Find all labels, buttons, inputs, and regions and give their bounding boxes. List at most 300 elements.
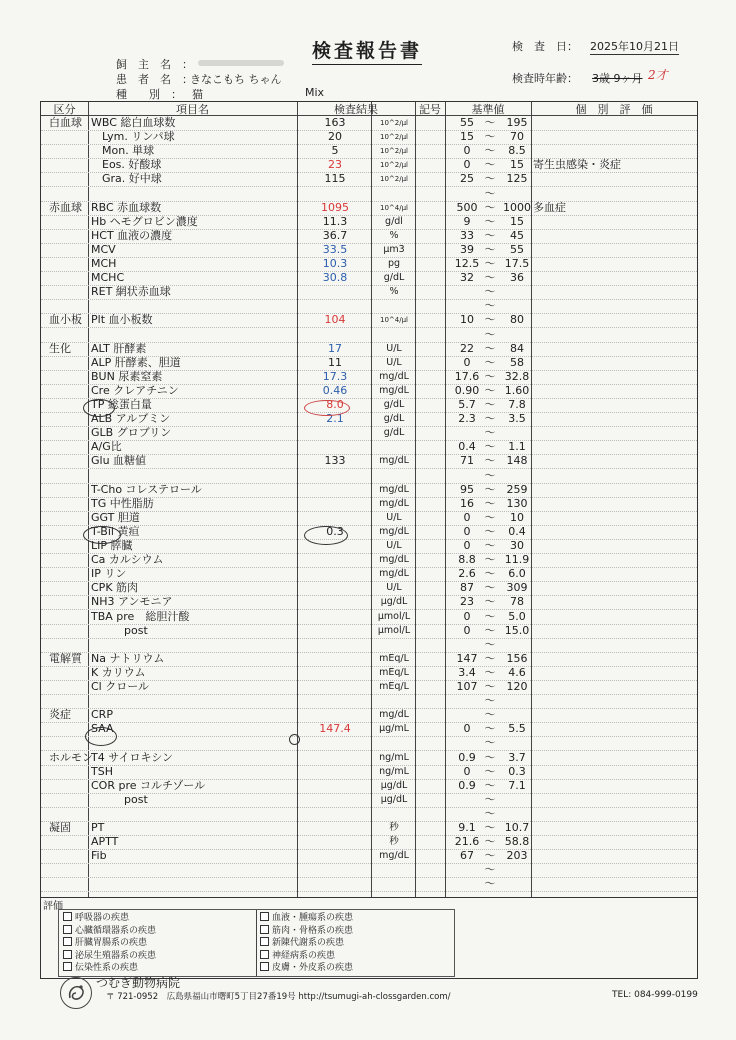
range-tilde: ～ — [484, 524, 496, 538]
range-tilde: ～ — [484, 468, 496, 482]
reference-high-cell: 0.3 — [508, 764, 526, 778]
table-row — [41, 313, 697, 328]
unit-cell: U/L — [386, 342, 402, 354]
unit-cell: μg/dL — [380, 596, 408, 608]
reference-low-cell: 0 — [463, 623, 471, 637]
reference-low-cell: 2.6 — [458, 567, 476, 581]
range-tilde: ～ — [484, 313, 496, 327]
range-tilde: ～ — [484, 285, 496, 299]
item-name-cell: MCH — [91, 257, 117, 270]
result-cell: 11 — [328, 355, 342, 369]
table-row — [41, 835, 697, 850]
range-tilde: ～ — [484, 609, 496, 623]
reference-high-cell: 84 — [510, 341, 524, 355]
range-tilde: ～ — [484, 426, 496, 440]
table-row — [41, 285, 697, 300]
checkbox[interactable] — [260, 950, 269, 959]
unit-cell: 10^2/μl — [380, 133, 408, 142]
range-tilde: ～ — [484, 778, 496, 792]
range-tilde: ～ — [484, 792, 496, 806]
range-tilde: ～ — [484, 369, 496, 383]
table-row — [41, 567, 697, 582]
table-row — [41, 257, 697, 272]
checkbox[interactable] — [63, 912, 72, 921]
item-name-cell: PT — [91, 821, 105, 834]
checkbox[interactable] — [260, 962, 269, 971]
result-cell: 163 — [324, 116, 346, 129]
checkbox[interactable] — [63, 925, 72, 934]
reference-high-cell: 120 — [506, 680, 528, 693]
range-tilde: ～ — [484, 708, 496, 722]
item-name-cell: RET 網状赤血球 — [91, 285, 171, 299]
reference-low-cell: 17.6 — [454, 369, 480, 383]
table-row — [41, 187, 697, 202]
reference-high-cell: 58.8 — [504, 835, 530, 849]
unit-cell: 10^2/μl — [380, 147, 408, 156]
reference-high-cell: 45 — [510, 228, 524, 242]
reference-low-cell: 9.1 — [458, 821, 476, 834]
reference-low-cell: 71 — [460, 454, 474, 468]
table-row — [41, 779, 697, 794]
reference-low-cell: 25 — [460, 172, 474, 186]
range-tilde: ～ — [484, 567, 496, 581]
range-tilde: ～ — [484, 299, 496, 313]
range-tilde: ～ — [484, 496, 496, 510]
header-item: 項目名 — [176, 103, 209, 116]
unit-cell: mEq/L — [379, 666, 409, 678]
result-cell: 17 — [328, 341, 342, 355]
patient-label: 患 者 名 ： — [116, 73, 193, 86]
checklist-label: 神経病系の疾患 — [272, 950, 336, 961]
reference-low-cell: 0 — [463, 539, 471, 552]
item-name-cell: ALT 肝酵素 — [91, 341, 147, 355]
checklist-label: 血液・腫瘍系の疾患 — [272, 913, 354, 923]
result-cell: 5 — [331, 144, 339, 158]
checklist-item[interactable] — [260, 937, 344, 949]
checklist-label: 泌尿生殖器系の疾患 — [75, 950, 157, 961]
unit-cell: g/dL — [383, 272, 405, 284]
range-tilde: ～ — [484, 680, 496, 693]
unit-cell: 10^2/μl — [380, 161, 408, 170]
checklist-label: 皮膚・外皮系の疾患 — [272, 963, 354, 973]
unit-cell: % — [389, 229, 399, 241]
checkbox[interactable] — [260, 937, 269, 946]
reference-low-cell: 55 — [460, 116, 474, 129]
table-row — [41, 412, 697, 427]
reference-low-cell: 0 — [463, 609, 471, 623]
checklist-item[interactable] — [63, 962, 138, 974]
range-tilde: ～ — [484, 736, 496, 750]
table-row — [41, 849, 697, 864]
table-row — [41, 172, 697, 187]
item-name-cell: ALP 肝酵素、胆道 — [91, 355, 181, 369]
reference-high-cell: 15 — [510, 158, 524, 172]
unit-cell: μmol/L — [377, 610, 411, 622]
reference-high-cell: 195 — [506, 116, 528, 129]
checkbox[interactable] — [63, 937, 72, 946]
item-name-cell: K カリウム — [91, 665, 146, 679]
table-row — [41, 863, 697, 878]
results-table — [40, 101, 698, 898]
checklist-label: 伝染性系の疾患 — [75, 963, 139, 973]
unit-cell: g/dL — [383, 413, 405, 425]
item-name-cell: WBC 総白血球数 — [91, 116, 176, 129]
range-tilde: ～ — [484, 877, 496, 891]
table-row — [41, 130, 697, 145]
item-name-cell: LIP 膵臓 — [91, 539, 133, 552]
result-cell: 23 — [328, 158, 342, 172]
category-cell: 白血球 — [49, 116, 82, 129]
unit-cell: μm3 — [383, 243, 405, 255]
item-name-cell: post — [91, 623, 148, 637]
item-name-cell: MCV — [91, 242, 116, 256]
breed: Mix — [305, 86, 325, 99]
item-name-cell: Eos. 好酸球 — [91, 158, 162, 172]
range-tilde: ～ — [484, 651, 496, 665]
unit-cell: mg/dL — [379, 568, 409, 580]
reference-high-cell: 5.0 — [508, 609, 526, 623]
range-tilde: ～ — [484, 482, 496, 496]
range-tilde: ～ — [484, 130, 496, 144]
table-row — [41, 736, 697, 751]
range-tilde: ～ — [484, 454, 496, 468]
range-tilde: ～ — [484, 849, 496, 863]
reference-low-cell: 0 — [463, 158, 471, 172]
unit-cell: μg/dL — [380, 793, 408, 805]
reference-low-cell: 0 — [463, 524, 471, 538]
range-tilde: ～ — [484, 158, 496, 172]
range-tilde: ～ — [484, 271, 496, 285]
result-cell: 17.3 — [322, 369, 348, 383]
reference-high-cell: 17.5 — [504, 257, 530, 270]
item-name-cell: GGT 胆道 — [91, 510, 140, 524]
item-name-cell: Mon. 単球 — [91, 144, 155, 158]
item-name-cell: APTT — [91, 835, 119, 849]
result-cell: 115 — [324, 172, 346, 186]
logo-mark-icon — [61, 978, 91, 1008]
table-row — [41, 469, 697, 484]
reference-low-cell: 0 — [463, 722, 471, 736]
table-row — [41, 652, 697, 667]
reference-low-cell: 32 — [460, 271, 474, 285]
result-cell: 0.3 — [326, 524, 344, 538]
item-name-cell: Fib — [91, 849, 107, 863]
reference-high-cell: 1.1 — [508, 440, 526, 454]
range-tilde: ～ — [484, 172, 496, 186]
reference-high-cell: 55 — [510, 242, 524, 256]
range-tilde: ～ — [484, 750, 496, 764]
reference-low-cell: 67 — [460, 849, 474, 863]
table-row — [41, 666, 697, 681]
evaluation-note-cell: 寄生虫感染・炎症 — [533, 158, 621, 172]
tp-result-circle-mark — [304, 400, 350, 416]
reference-high-cell: 148 — [506, 454, 528, 468]
reference-high-cell: 0.4 — [508, 524, 526, 538]
range-tilde: ～ — [484, 581, 496, 595]
reference-high-cell: 6.0 — [508, 567, 526, 581]
item-name-cell: Cre クレアチニン — [91, 383, 179, 397]
result-cell: 1095 — [321, 200, 349, 214]
range-tilde: ～ — [484, 186, 496, 200]
table-row — [41, 370, 697, 385]
range-tilde: ～ — [484, 355, 496, 369]
hospital-name: つむぎ動物病院 — [96, 976, 181, 990]
reference-low-cell: 0 — [463, 764, 471, 778]
table-row — [41, 116, 697, 131]
table-row — [41, 398, 697, 413]
item-name-cell: HCT 血液の濃度 — [91, 228, 173, 242]
unit-cell: mg/dL — [379, 709, 409, 721]
disease-checklist — [58, 909, 455, 977]
reference-high-cell: 309 — [506, 581, 528, 595]
reference-low-cell: 3.4 — [458, 665, 476, 679]
unit-cell: 秒 — [389, 822, 399, 833]
range-tilde: ～ — [484, 440, 496, 454]
table-row — [41, 215, 697, 230]
item-name-cell: IP リン — [91, 567, 127, 581]
species: 猫 — [192, 88, 203, 101]
reference-low-cell: 107 — [456, 680, 478, 693]
species-label: 種 別 ： — [116, 88, 182, 101]
checklist-item[interactable] — [63, 925, 156, 937]
evaluation-title: 評価 — [43, 901, 63, 912]
unit-cell: 10^4/μl — [380, 316, 408, 325]
table-row — [41, 751, 697, 766]
result-cell: 10.3 — [322, 257, 348, 270]
reference-low-cell: 0.90 — [454, 383, 480, 397]
item-name-cell: T-Bil 黄疸 — [91, 524, 140, 538]
table-row — [41, 680, 697, 695]
reference-low-cell: 0 — [463, 144, 471, 158]
reference-high-cell: 3.5 — [508, 412, 526, 426]
result-cell: 30.8 — [322, 271, 348, 285]
unit-cell: mg/dL — [379, 850, 409, 862]
reference-high-cell: 4.6 — [508, 665, 526, 679]
reference-high-cell: 203 — [506, 849, 528, 863]
unit-cell: U/L — [386, 511, 402, 523]
category-cell: 赤血球 — [49, 200, 82, 214]
unit-cell: 10^4/μl — [380, 203, 408, 212]
item-name-cell: Hb ヘモグロビン濃度 — [91, 214, 198, 228]
table-header — [41, 102, 697, 116]
unit-cell: μmol/L — [377, 624, 411, 636]
item-name-cell: Glu 血糖値 — [91, 454, 147, 468]
header-category: 区分 — [53, 103, 76, 116]
range-tilde: ～ — [484, 863, 496, 877]
unit-cell: 10^2/μl — [380, 175, 408, 184]
reference-low-cell: 9 — [463, 214, 471, 228]
category-cell: 電解質 — [49, 651, 82, 665]
result-cell: 8.0 — [326, 398, 344, 411]
checklist-item[interactable] — [63, 912, 129, 924]
reference-high-cell: 15.0 — [504, 623, 530, 637]
checklist-item[interactable] — [63, 937, 147, 949]
reference-low-cell: 147 — [456, 651, 478, 665]
reference-high-cell: 7.1 — [508, 778, 526, 792]
table-row — [41, 356, 697, 371]
reference-high-cell: 36 — [510, 271, 524, 285]
table-row — [41, 271, 697, 286]
range-tilde: ～ — [484, 228, 496, 242]
unit-cell: mg/dL — [379, 554, 409, 566]
checklist-item[interactable] — [260, 925, 353, 937]
reference-low-cell: 5.7 — [458, 398, 476, 411]
result-cell: 133 — [324, 454, 346, 468]
item-name-cell: TSH — [91, 764, 113, 778]
item-name-cell: A/G比 — [91, 440, 122, 454]
tp-circle-mark — [83, 399, 115, 417]
item-name-cell: TP 総蛋白量 — [91, 398, 152, 411]
item-name-cell: Na ナトリウム — [91, 651, 165, 665]
age-handwritten: 2才 — [648, 68, 668, 82]
table-row — [41, 511, 697, 526]
result-cell: 0.46 — [322, 383, 348, 397]
checkbox[interactable] — [260, 925, 269, 934]
tbil-result-circle-mark — [304, 526, 348, 545]
range-tilde: ～ — [484, 398, 496, 411]
reference-high-cell: 8.5 — [508, 144, 526, 158]
unit-cell: mg/dL — [379, 384, 409, 396]
result-cell: 147.4 — [319, 722, 351, 736]
range-tilde: ～ — [484, 694, 496, 708]
reference-high-cell: 5.5 — [508, 722, 526, 736]
reference-low-cell: 0.4 — [458, 440, 476, 454]
item-name-cell: RBC 赤血球数 — [91, 200, 162, 214]
range-tilde: ～ — [484, 821, 496, 834]
patient-name: きなこもち ちゃん — [190, 73, 282, 86]
result-cell: 2.1 — [326, 412, 344, 426]
checklist-item[interactable] — [260, 950, 335, 962]
range-tilde: ～ — [484, 214, 496, 228]
table-row — [41, 384, 697, 399]
checklist-label: 心臓循環器系の疾患 — [75, 925, 157, 936]
result-cell: 36.7 — [322, 228, 348, 242]
tbil-circle-mark — [83, 526, 121, 544]
table-row — [41, 821, 697, 836]
unit-cell: mg/dL — [379, 525, 409, 537]
range-tilde: ～ — [484, 200, 496, 214]
table-row — [41, 581, 697, 596]
range-tilde: ～ — [484, 257, 496, 270]
unit-cell: g/dl — [385, 215, 403, 227]
reference-high-cell: 58 — [510, 355, 524, 369]
header-symbol: 記号 — [419, 103, 441, 116]
reference-high-cell: 32.8 — [504, 369, 530, 383]
unit-cell: mg/dL — [379, 370, 409, 382]
reference-high-cell: 30 — [510, 539, 524, 552]
checklist-label: 筋肉・骨格系の疾患 — [272, 925, 354, 936]
item-name-cell: SAA — [91, 722, 114, 736]
age-label: 検査時年齢： — [512, 72, 578, 85]
category-cell: 凝固 — [49, 821, 71, 834]
item-name-cell: MCHC — [91, 271, 125, 285]
table-row — [41, 539, 697, 554]
reference-high-cell: 78 — [510, 595, 524, 609]
result-cell: 20 — [328, 130, 342, 144]
owner-label: 飼 主 名 ： — [116, 58, 193, 71]
table-row — [41, 497, 697, 512]
checklist-label: 呼吸器の疾患 — [75, 913, 130, 923]
checkbox[interactable] — [63, 950, 72, 959]
unit-cell: 秒 — [389, 836, 399, 848]
category-cell: 炎症 — [49, 708, 71, 722]
reference-low-cell: 10 — [460, 313, 474, 327]
range-tilde: ～ — [484, 637, 496, 651]
table-row — [41, 454, 697, 469]
report-title: 検査報告書 — [312, 36, 422, 65]
table-row — [41, 694, 697, 709]
range-tilde: ～ — [484, 341, 496, 355]
checklist-item[interactable] — [260, 912, 353, 924]
range-tilde: ～ — [484, 623, 496, 637]
age-printed: 3歳 9ヶ月 — [592, 72, 643, 85]
item-name-cell: T-Cho コレステロール — [91, 482, 202, 496]
hospital-address: 〒 721-0952 広島県福山市曙町5丁目27番19号 http://tsumugi-ah-clossgarden.com/ — [106, 992, 451, 1002]
table-row — [41, 426, 697, 441]
table-row — [41, 807, 697, 822]
item-name-cell: ALB アルブミン — [91, 412, 171, 426]
hospital-phone: TEL: 084-999-0199 — [612, 990, 698, 1000]
reference-low-cell: 0.9 — [458, 778, 476, 792]
checkbox[interactable] — [260, 912, 269, 921]
range-tilde: ～ — [484, 665, 496, 679]
checklist-label: 新陳代謝系の疾患 — [272, 938, 345, 948]
result-cell: 33.5 — [322, 242, 348, 256]
reference-low-cell: 21.6 — [454, 835, 480, 849]
table-row — [41, 243, 697, 258]
table-row — [41, 877, 697, 892]
item-name-cell: Cl クロール — [91, 680, 150, 693]
item-name-cell: COR pre コルチゾール — [91, 778, 206, 792]
checkbox[interactable] — [63, 962, 72, 971]
item-name-cell: Ca カルシウム — [91, 553, 164, 567]
checklist-item[interactable] — [63, 950, 156, 962]
unit-cell: mg/dL — [379, 483, 409, 495]
reference-high-cell: 1.60 — [504, 383, 530, 397]
reference-high-cell: 3.7 — [508, 750, 526, 764]
header-result: 検査結果 — [334, 103, 378, 116]
exam-date: 2025年10月21日 — [590, 40, 679, 53]
owner-name-redacted — [198, 60, 284, 66]
reference-low-cell: 33 — [460, 228, 474, 242]
table-row — [41, 595, 697, 610]
range-tilde: ～ — [484, 327, 496, 341]
unit-cell: % — [389, 286, 399, 298]
reference-high-cell: 156 — [506, 651, 528, 665]
unit-cell: g/dL — [383, 399, 405, 410]
reference-low-cell: 95 — [460, 482, 474, 496]
item-name-cell: TBA pre 総胆汁酸 — [91, 609, 190, 623]
reference-high-cell: 125 — [506, 172, 528, 186]
result-cell: 104 — [324, 313, 346, 327]
item-name-cell: Lym. リンパ球 — [91, 130, 175, 144]
table-row — [41, 483, 697, 498]
header-evaluation: 個 別 評 価 — [575, 103, 653, 116]
table-row — [41, 722, 697, 737]
checklist-item[interactable] — [260, 962, 353, 974]
reference-high-cell: 7.8 — [508, 398, 526, 411]
header-reference: 基準値 — [471, 103, 505, 116]
table-row — [41, 328, 697, 343]
table-row — [41, 610, 697, 625]
checklist-label: 肝臓胃腸系の疾患 — [75, 938, 148, 948]
category-cell: 血小板 — [49, 313, 82, 327]
table-row — [41, 201, 697, 216]
exam-date-label: 検 査 日： — [512, 40, 578, 53]
range-tilde: ～ — [484, 806, 496, 820]
item-name-cell: NH3 アンモニア — [91, 595, 173, 609]
range-tilde: ～ — [484, 553, 496, 567]
